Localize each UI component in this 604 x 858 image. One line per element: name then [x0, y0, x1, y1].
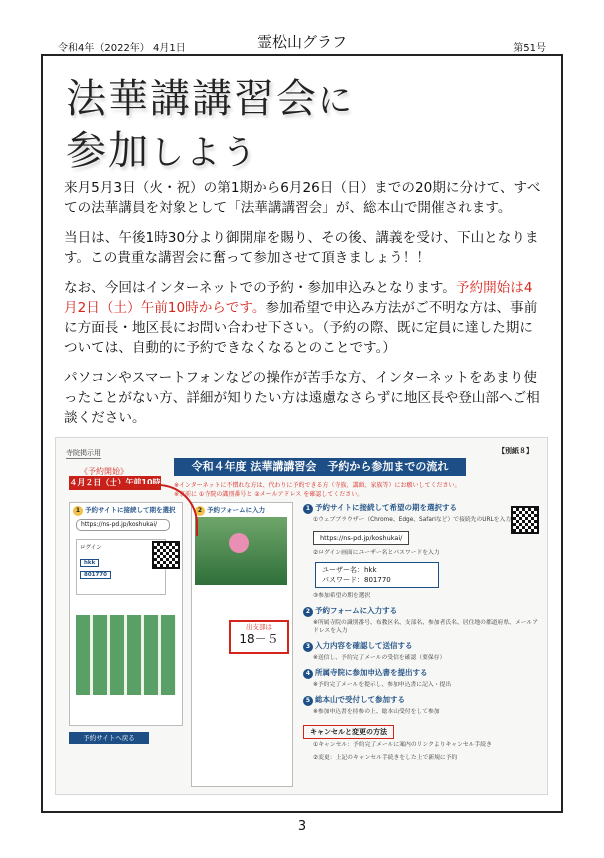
- flyer-url-large: https://ns-pd.jp/koshukai/: [313, 531, 409, 545]
- login-user-value: hkk: [80, 559, 99, 567]
- flow-step-1-select: ③参加希望の期を選択: [313, 593, 371, 599]
- flyer-note-1: ※インターネットに不慣れな方は、代わりに予約できる方（寺族、講頭、家族等）にお願いしてください。: [174, 482, 461, 489]
- flyer-period-grid: [76, 615, 176, 695]
- highlight-label: 出支部は: [246, 623, 272, 631]
- reservation-flow-flyer: [55, 437, 548, 795]
- flyer-step2-title: 2 予約フォームに入力: [195, 505, 265, 516]
- flyer-credentials: [315, 562, 439, 588]
- flyer-step1-title: 1 予約サイトに接続して期を選択: [73, 505, 176, 516]
- flow-step-2: 2 予約フォームに入力する: [303, 605, 539, 617]
- flyer-note-2: ※事前に ①寺院の識別番号と ②メールアドレス を確認してください。: [174, 491, 364, 498]
- highlight-value: 18－５: [239, 632, 279, 646]
- flyer-cancel-2: ②変更：上記のキャンセル手続きをした上で新規に予約: [313, 755, 458, 761]
- paragraph-1: 来月5月3日（火・祝）の第1期から6月26日（日）までの20期に分けて、すべての法華講員を対象として「法華講講習会」が、総本山で開催されます。: [64, 180, 541, 216]
- paragraph-3: [64, 278, 544, 358]
- flow-step-5-detail: ※参加申込書を持参の上、総本山受付をして参加: [313, 709, 440, 715]
- paragraph-2: 当日は、午後1時30分より御開扉を賜り、その後、講義を受け、下山となります。この貴重な講習会に奮って参加させて頂きましょう！！: [64, 230, 539, 266]
- flyer-steps-list: [303, 502, 539, 767]
- flow-step-4-detail: ※予約完了メールを提示し、参加申込書に記入・提出: [313, 682, 452, 688]
- paragraph-4: パソコンやスマートフォンなどの操作が苦手な方、インターネットをあまり使ったことがない方、詳細が知りたい方は遠慮なさらずに地区長や登山部へご相談ください。: [64, 370, 540, 426]
- flow-step-1-login: ②ログイン画面にユーザー名とパスワードを入力: [313, 550, 440, 556]
- page-number: 3: [297, 819, 307, 834]
- title-line2: 参加: [66, 128, 150, 174]
- flyer-qr-code-small: [152, 541, 180, 569]
- flyer-qr-code: [511, 506, 539, 534]
- flow-step-4: 4 所属寺院に参加申込書を提出する: [303, 667, 539, 679]
- issue-number: 第51号: [513, 43, 546, 54]
- flow-step-3-detail: ※送信し、予約完了メールの受信を確認（要保存）: [313, 655, 446, 661]
- paragraph-3-rest: 参加希望で申込み方法がご不明な方は、事前に方面長・地区長にお問い合わせ下さい。（予約の際、既に定員に達した期については、自動的に予約できなくなるとのことです。）: [64, 300, 538, 356]
- flow-step-1-detail: ①ウェブブラウザー（Chrome、Edge、Safariなど）で接続先のURLを入力: [313, 517, 512, 523]
- flyer-cancel-title: キャンセルと変更の方法: [303, 725, 394, 739]
- flow-step-5: 5 総本山で受付して参加する: [303, 694, 539, 706]
- header-date: 令和4年（2022年） 4月1日: [58, 43, 186, 54]
- flyer-banner: 令和４年度 法華講講習会 予約から参加までの流れ: [174, 458, 466, 476]
- login-label: ログイン: [80, 545, 102, 551]
- flyer-attachment-label: 【別紙８】: [498, 447, 533, 455]
- flyer-start-label: 《予約開始》: [80, 467, 128, 476]
- step-2-badge: 2: [195, 506, 205, 516]
- flyer-lotus-photo: [195, 517, 287, 585]
- title-line1: 法華講講習会: [66, 76, 318, 122]
- creds-user: ユーザー名：hkk: [322, 566, 377, 574]
- step-1-badge: 1: [73, 506, 83, 516]
- flyer-branch-highlight: [229, 620, 289, 654]
- flow-step-3: 3 入力内容を確認して送信する: [303, 640, 539, 652]
- title-line1-particle: に: [318, 81, 354, 121]
- title-line2-suffix: しよう: [150, 133, 258, 173]
- login-pass-value: 801770: [80, 571, 111, 579]
- flyer-start-date: ４月２日（土）午前10時: [69, 476, 161, 490]
- flyer-back-button: 予約サイトへ戻る: [69, 732, 149, 744]
- flow-step-1: 1 予約サイトに接続して希望の期を選択する: [303, 502, 539, 514]
- flyer-url-bar: https://ns-pd.jp/koshukai/: [76, 519, 170, 531]
- reservation-start-notice: 予約開始は4月2日（土）午前10時からです。: [64, 280, 533, 316]
- flyer-cancel-1: ①キャンセル：予約完了メールに案内のリンクよりキャンセル手続き: [313, 742, 492, 748]
- flyer-tag: 寺院掲示用: [66, 449, 101, 457]
- article-title: [66, 74, 354, 178]
- publication-title: 霊松山グラフ: [256, 33, 347, 51]
- article-body: [64, 178, 544, 438]
- creds-pass: パスワード：801770: [322, 576, 391, 584]
- paragraph-3-intro: なお、今回はインターネットでの予約・参加申込みとなります。: [64, 280, 456, 296]
- flow-step-2-detail: ※所属寺院の識別番号、布教区名、支部名、参加者氏名、居住地の都道府県、メールアドレスを入力: [313, 620, 539, 634]
